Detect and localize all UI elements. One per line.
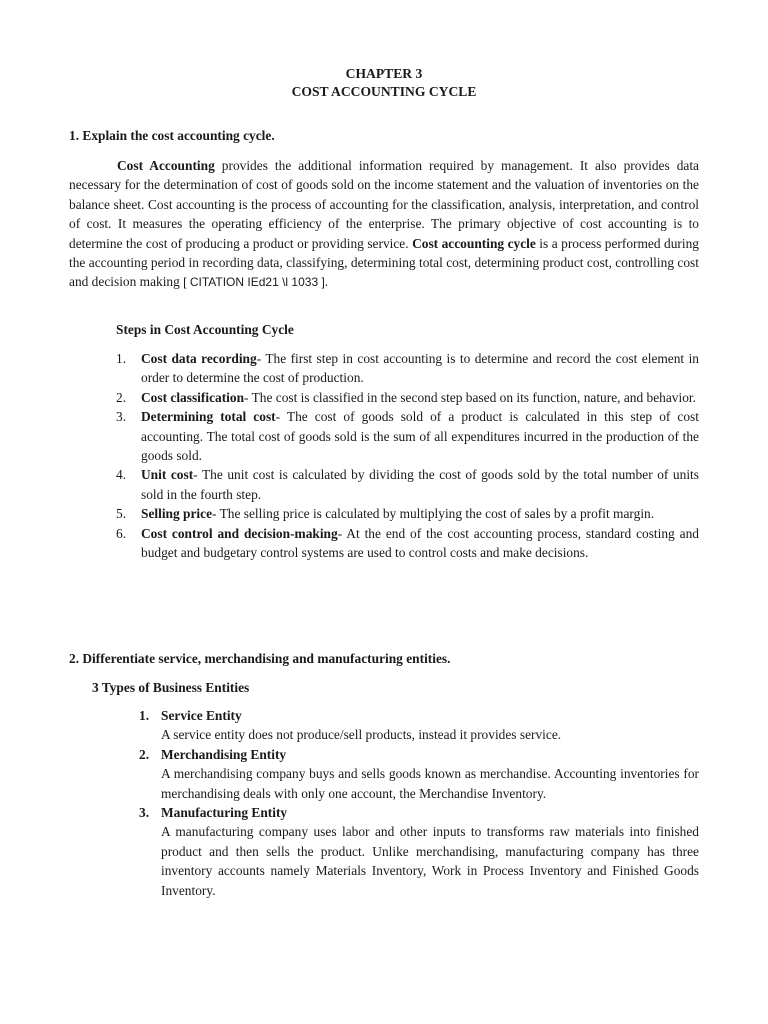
paragraph-text-2: is a process performed during the accounting period in recording data, classifying, determining total cost, determining product cost, controlling cost and decision making [69,235,699,290]
step-description: - The unit cost is calculated by dividing the cost of goods sold by the total number of units sold in the fourth step. [141,467,699,502]
entity-title: Service Entity [161,708,242,723]
step-term: Determining total cost [141,409,276,425]
step-term: Cost classification [141,389,245,405]
steps-title: Steps in Cost Accounting Cycle [116,322,294,337]
step-item [116,465,699,504]
citation-field: [ CITATION IEd21 \l 1033 ] [183,275,325,290]
entity-number: 3. [139,805,150,821]
entity-type-item [139,803,699,900]
chapter-number: CHAPTER 3 [345,66,423,81]
types-list [139,706,699,900]
entity-type-item [139,745,699,803]
step-term: Selling price [141,506,213,522]
entity-description: A merchandising company buys and sells goods known as merchandise. Accounting inventories for merchandising deals with only one account, the Merchandise Inventory. [161,766,699,801]
step-term: Cost control and decision-making [141,525,338,541]
entity-number: 1. [139,708,150,723]
entity-type-item [139,706,699,745]
entity-description: A manufacturing company uses labor and other inputs to transforms raw materials into finished product and then sells the product. Unlike merchandising, manufacturing company has three inventory accounts namely Materials Inventory, Work in Process Inventory and Finished Goods Inventory. [161,824,699,898]
step-term: Cost data recording [141,351,257,366]
paragraph-text-1: provides the additional information required by management. It also provides data necessary for the determination of cost of goods sold on the income statement and the valuation of inventories on the balance sheet. Cost accounting is the process of accounting for the classification, analysis, interpretation, and control of cost. It measures the operating efficiency of the enterprise. The primary objective of cost accounting is to determine the cost of producing a product or providing service. [69,158,699,251]
step-item [116,504,699,523]
step-number: 3. [116,409,127,425]
step-number: 1. [116,351,127,366]
types-title: 3 Types of Business Entities [92,680,250,695]
chapter-title: COST ACCOUNTING CYCLE [291,84,477,99]
cost-accounting-paragraph [69,156,699,293]
entity-title: Merchandising Entity [161,746,287,762]
question-2-heading: 2. Differentiate service, merchandising and manufacturing entities. [69,651,451,666]
step-number: 2. [116,389,127,405]
term-cost-accounting: Cost Accounting [117,158,215,173]
step-number: 6. [116,525,127,541]
step-description: - The first step in cost accounting is to determine and record the cost element in order to determine the cost of production. [141,351,699,386]
step-description: - The selling price is calculated by multiplying the cost of sales by a profit margin. [212,506,655,522]
entity-description: A service entity does not produce/sell products, instead it provides service. [161,727,562,743]
step-item [116,407,699,465]
step-description: - The cost is classified in the second step based on its function, nature, and behavior. [244,389,696,405]
entity-number: 2. [139,746,150,762]
question-1-heading: 1. Explain the cost accounting cycle. [69,128,275,143]
step-term: Unit cost [141,467,194,483]
entity-title: Manufacturing Entity [161,805,288,821]
step-item [116,524,699,563]
paragraph-end: . [324,274,329,290]
steps-list [116,349,699,562]
step-description: - At the end of the cost accounting process, standard costing and budget and budgetary control systems are used to control costs and make decisions. [141,525,699,561]
term-cost-accounting-cycle: Cost accounting cycle [412,235,536,251]
step-description: - The cost of goods sold of a product is calculated in this step of cost accounting. The total cost of goods sold is the sum of all expenditures incurred in the production of the goods sold. [141,409,699,464]
step-item [116,388,699,407]
step-item [116,349,699,388]
step-number: 4. [116,467,127,483]
step-number: 5. [116,506,127,522]
